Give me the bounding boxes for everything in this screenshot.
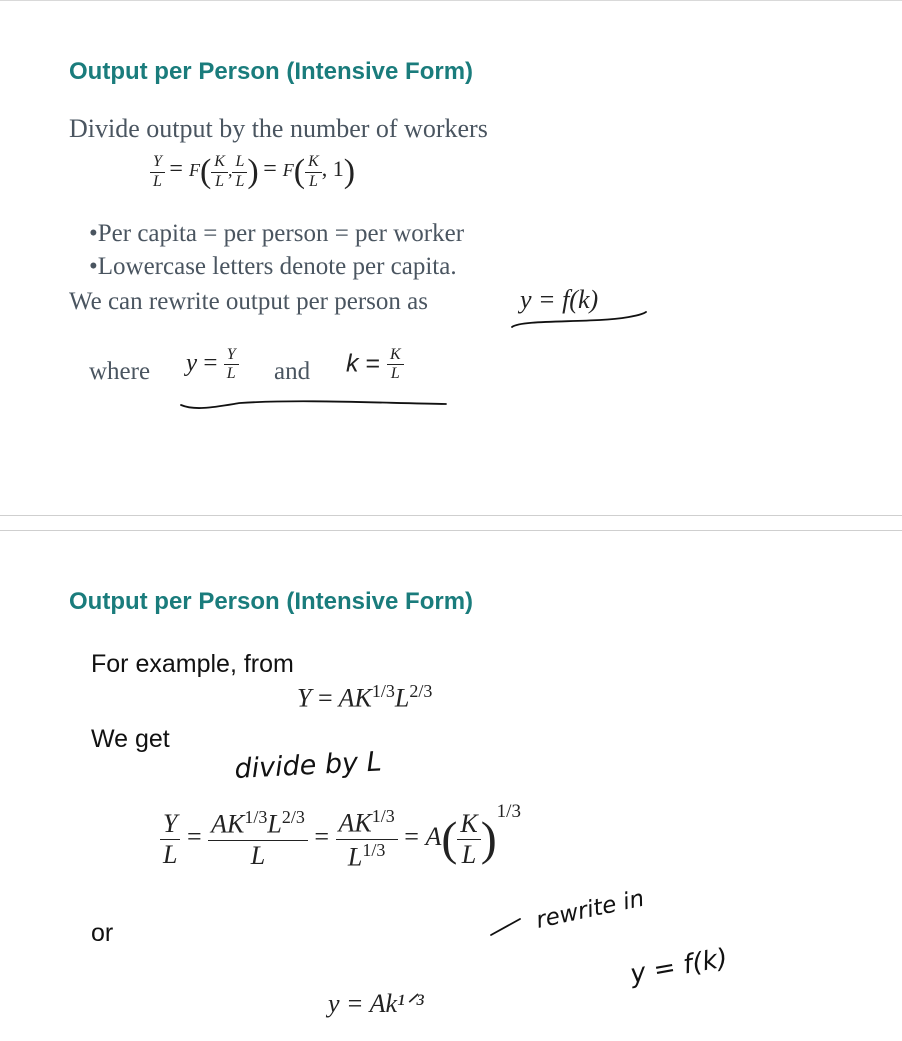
underline-stroke	[512, 312, 646, 327]
production-function: $Y = AK^{1/3}L^{2/3}$	[297, 681, 433, 713]
intro-text: Divide output by the number of workers	[69, 114, 488, 143]
final-formula: y = Ak¹ᐟ³	[328, 989, 424, 1018]
k-definition: k = $\frac{K}{L}$	[346, 346, 404, 384]
bullet-item: •Lowercase letters denote per capita.	[89, 253, 457, 280]
divide-by-l-note: divide by L	[233, 746, 383, 785]
and-label: and	[274, 358, 311, 385]
handwritten-annotations	[0, 1, 902, 515]
derivation-equation: $\frac{Y}{L}$ = $\frac{AK^{1/3}L^{2/3}}{L}$ = $\frac{AK^{1/3}}{L^{1/3}}$ = A( $\frac{K}{L}$ )$^{1/3}$	[160, 801, 521, 872]
bullet-item: •Per capita = per person = per worker	[89, 220, 465, 247]
handwritten-notes	[0, 531, 902, 1041]
slide-1	[0, 0, 902, 516]
slide-title: Output per Person (Intensive Form)	[69, 58, 474, 85]
underline-stroke	[181, 401, 446, 408]
slide-2	[0, 530, 902, 1041]
rewrite-formula: y = f(k)	[520, 285, 599, 314]
where-label: where	[89, 358, 151, 385]
pointer-stroke	[491, 919, 520, 935]
y-definition: y = $\frac{Y}{L}$	[186, 346, 239, 384]
example-label: For example, from	[91, 650, 294, 678]
intensive-form-equation: $\frac{Y}{L}$ = F( $\frac{K}{L}$ , $\frac{L}{L}$ ) = F( $\frac{K}{L}$ , 1)	[150, 153, 355, 191]
rewrite-formula-note: y = f(k)	[628, 943, 730, 990]
slide-title: Output per Person (Intensive Form)	[69, 588, 474, 615]
we-get-label: We get	[91, 725, 170, 753]
rewrite-text: We can rewrite output per person as	[69, 288, 428, 315]
or-label: or	[91, 919, 114, 947]
rewrite-note: rewrite in	[533, 885, 647, 934]
